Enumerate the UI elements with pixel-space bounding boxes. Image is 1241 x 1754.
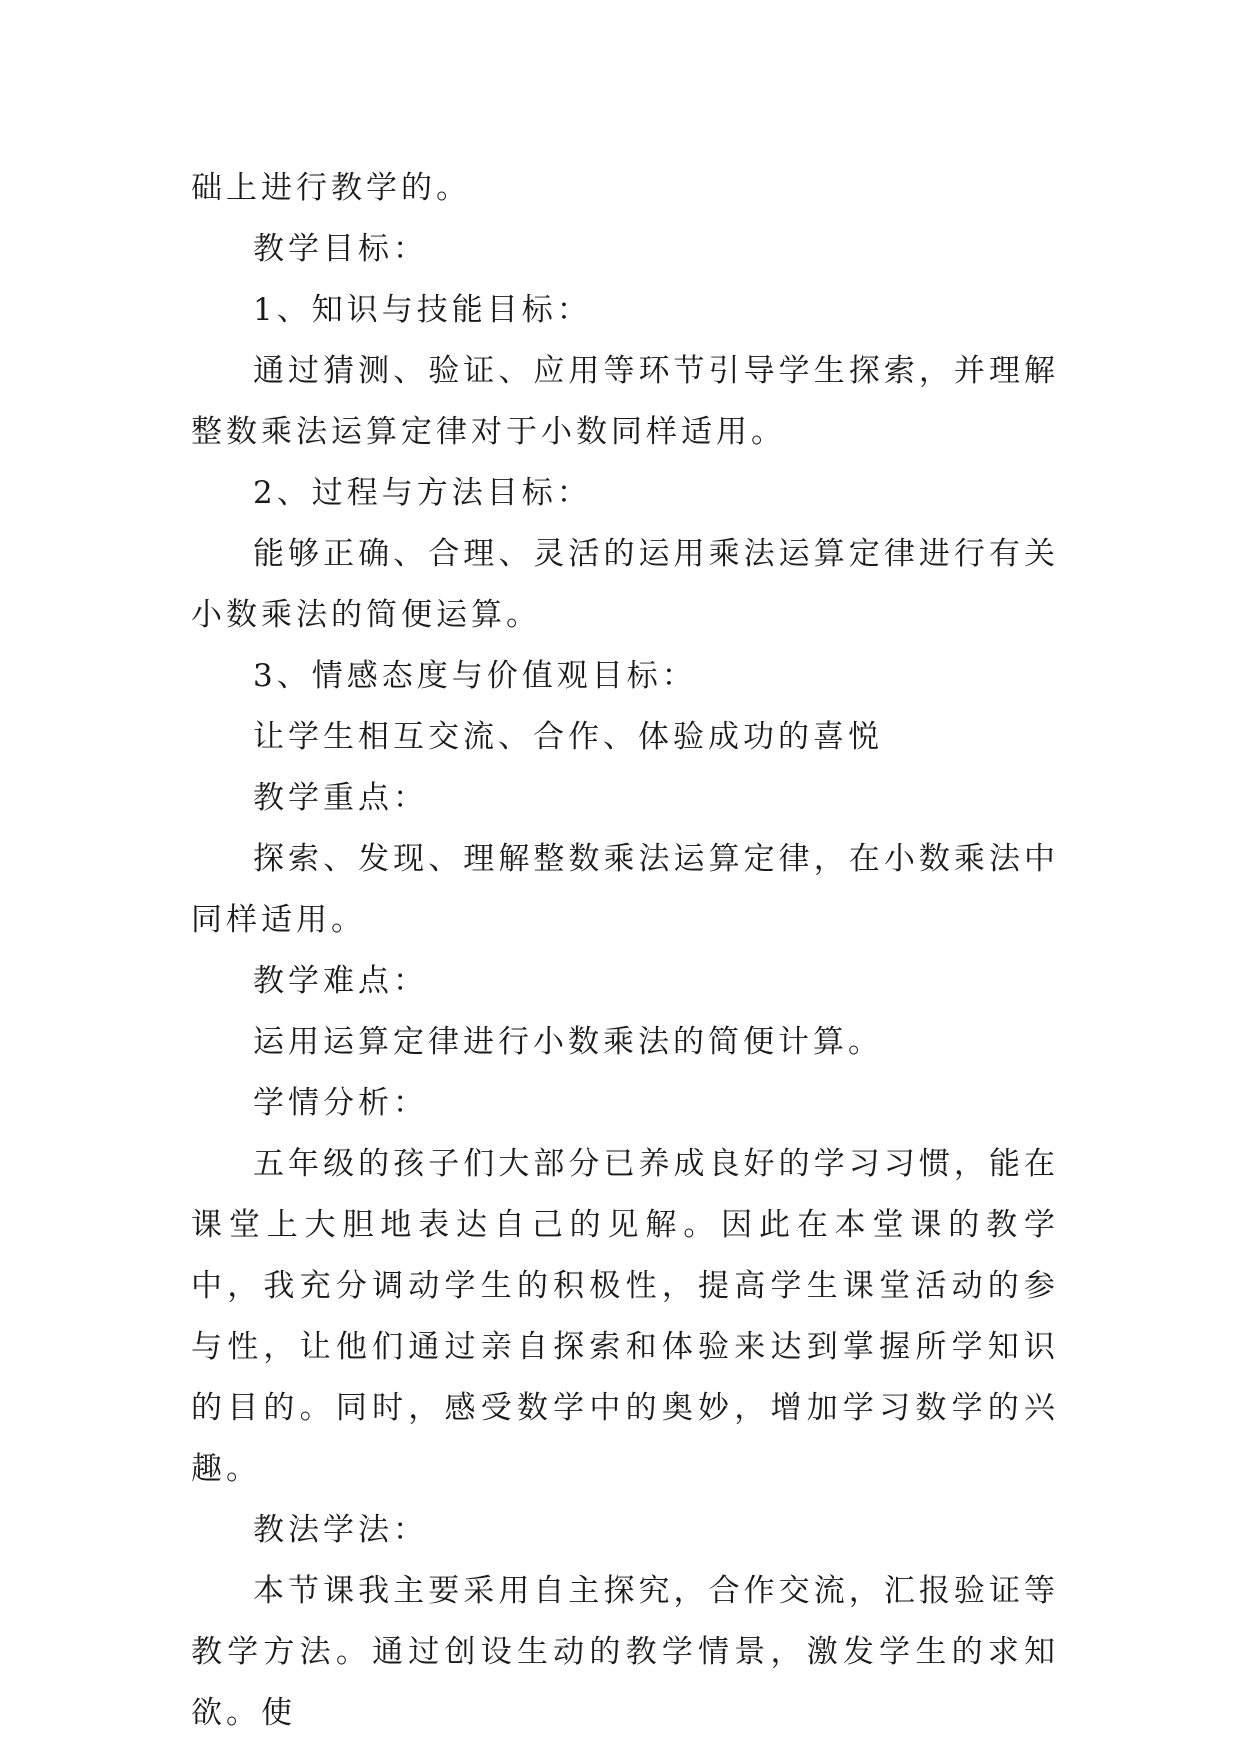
heading-difficulties: 教学难点： [253,963,428,999]
paragraph-continued-text: 础上进行教学的。 [191,170,471,206]
heading-student-analysis: 学情分析： [253,1085,428,1121]
heading-teaching-objectives: 教学目标： [253,231,428,267]
paragraph-process-methods: 能够正确、合理、灵活的运用乘法运算定律进行有关小数乘法的简便运算。 [191,536,1059,633]
heading-teaching-methods: 教法学法： [253,1512,428,1548]
paragraph-key-points: 探索、发现、理解整数乘法运算定律，在小数乘法中同样适用。 [191,841,1059,938]
document-body [191,158,1059,1744]
heading-key-points: 教学重点： [253,780,428,816]
paragraph-teaching-methods: 本节课我主要采用自主探究，合作交流，汇报验证等教学方法。通过创设生动的教学情景，激发学生的求知欲。使 [191,1573,1059,1731]
subheading-knowledge-skills: 1、知识与技能目标： [253,292,592,328]
paragraph-emotion-values: 让学生相互交流、合作、体验成功的喜悦 [253,719,883,755]
paragraph-student-analysis: 五年级的孩子们大部分已养成良好的学习习惯，能在课堂上大胆地表达自己的见解。因此在本堂课的教学中，我充分调动学生的积极性，提高学生课堂活动的参与性，让他们通过亲自探索和体验来达到掌握所学知识的目的。同时，感受数学中的奥妙，增加学习数学的兴趣。 [191,1146,1059,1487]
subheading-emotion-values: 3、情感态度与价值观目标： [253,658,697,694]
subheading-process-methods: 2、过程与方法目标： [253,475,592,511]
paragraph-knowledge-skills: 通过猜测、验证、应用等环节引导学生探索，并理解整数乘法运算定律对于小数同样适用。 [191,353,1059,450]
paragraph-difficulties: 运用运算定律进行小数乘法的简便计算。 [253,1024,883,1060]
